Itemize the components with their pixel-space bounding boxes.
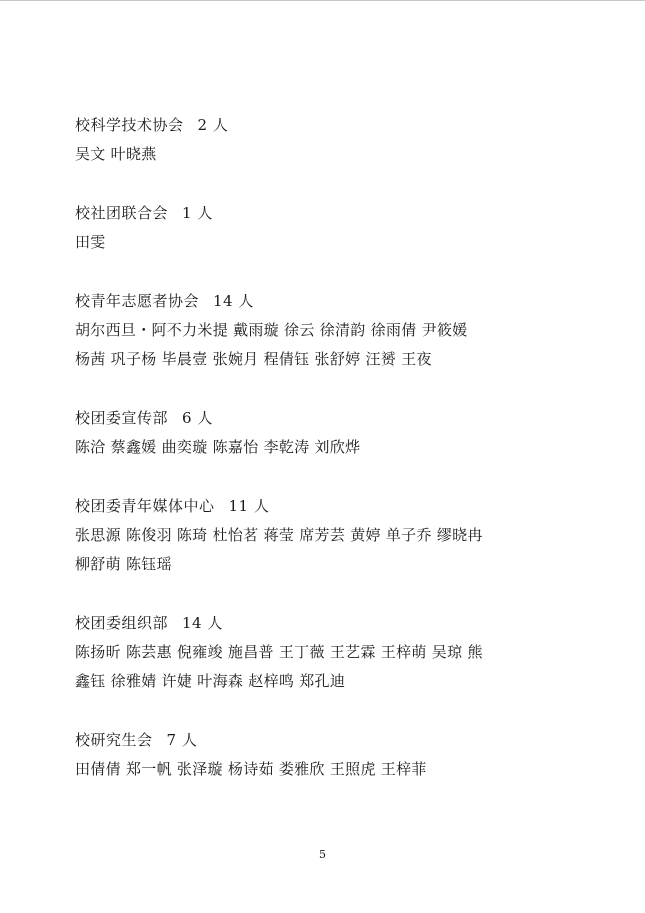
name-list (75, 228, 595, 257)
section-heading (75, 404, 595, 433)
page-top-border (0, 0, 645, 1)
document-body (75, 111, 595, 814)
name-line: 陈洽 蔡鑫媛 曲奕璇 陈嘉怡 李乾涛 刘欣烨 (75, 438, 361, 456)
section-title: 校团委宣传部 (75, 409, 169, 427)
section-organization-department (75, 609, 595, 696)
section-count: 14 人 (213, 292, 254, 310)
name-list (75, 521, 595, 579)
page-number: 5 (319, 848, 326, 861)
name-line: 胡尔西旦・阿不力米提 戴雨璇 徐云 徐清韵 徐雨倩 尹筱媛 (75, 321, 468, 339)
section-graduate-union (75, 726, 595, 784)
section-title: 校团委青年媒体中心 (75, 497, 215, 515)
section-count: 1 人 (182, 204, 213, 222)
name-list (75, 638, 595, 696)
section-title: 校科学技术协会 (75, 116, 184, 134)
section-heading (75, 111, 595, 140)
section-count: 6 人 (182, 409, 213, 427)
section-heading (75, 609, 595, 638)
section-count: 2 人 (197, 116, 229, 134)
section-heading (75, 492, 595, 521)
section-title: 校社团联合会 (75, 204, 169, 222)
section-heading (75, 287, 595, 316)
name-line: 张思源 陈俊羽 陈琦 杜怡茗 蒋莹 席芳芸 黄婷 单子乔 缪晓冉 (75, 526, 483, 544)
name-line: 陈扬昕 陈芸惠 倪雍竣 施昌普 王丁薇 王艺霖 王梓萌 吴琼 熊 (75, 643, 483, 661)
section-title: 校团委组织部 (75, 614, 169, 632)
name-line: 田倩倩 郑一帆 张泽璇 杨诗茹 娄雅欣 王照虎 王梓菲 (75, 760, 427, 778)
name-list (75, 433, 595, 462)
section-heading (75, 726, 595, 755)
name-line: 田雯 (75, 233, 106, 251)
section-count: 14 人 (182, 614, 223, 632)
section-count: 11 人 (228, 497, 270, 515)
section-volunteer-association (75, 287, 595, 374)
section-title: 校研究生会 (75, 731, 153, 749)
name-line: 杨茜 巩子杨 毕晨壹 张婉月 程倩钰 张舒婷 汪赟 王夜 (75, 350, 432, 368)
name-list (75, 755, 595, 784)
section-club-federation (75, 199, 595, 257)
section-youth-media-center (75, 492, 595, 579)
name-list (75, 140, 595, 169)
name-list (75, 316, 595, 374)
section-count: 7 人 (166, 731, 198, 749)
name-line: 吴文 叶晓燕 (75, 145, 157, 163)
name-line: 柳舒萌 陈钰瑶 (75, 555, 172, 573)
section-publicity-department (75, 404, 595, 462)
name-line: 鑫钰 徐雅婧 许婕 叶海森 赵梓鸣 郑孔迪 (75, 672, 346, 690)
section-title: 校青年志愿者协会 (75, 292, 200, 310)
section-science-tech-association (75, 111, 595, 169)
section-heading (75, 199, 595, 228)
